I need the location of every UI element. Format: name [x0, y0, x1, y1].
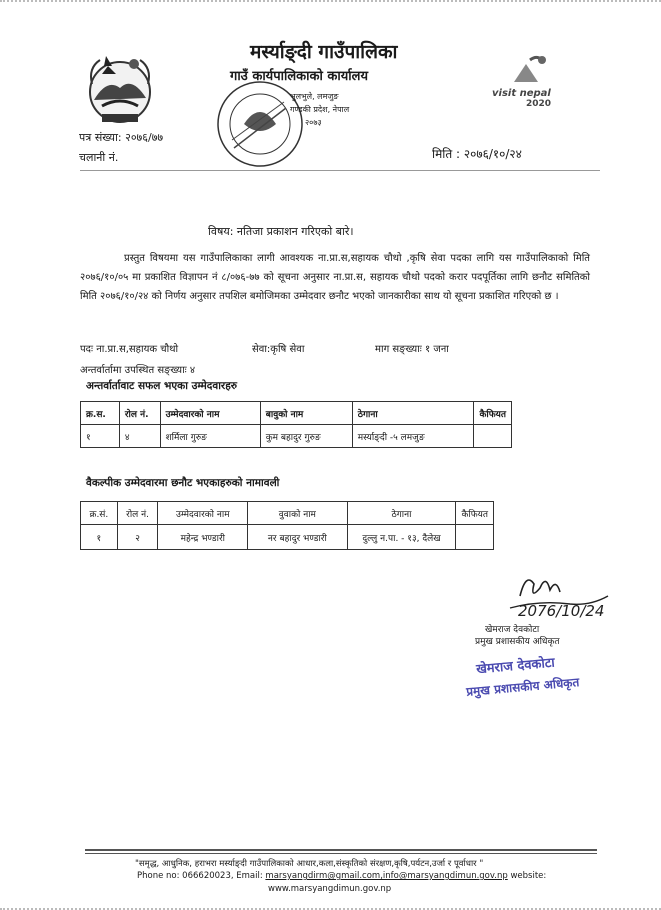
footer-contact: [137, 871, 546, 881]
footer-divider: [85, 849, 597, 851]
table-cell: मर्स्याङ्दी -५ लमजुङ: [352, 425, 474, 448]
section-successful-candidates-title: अन्तर्वार्तावाट सफल भएका उम्मेदवारहरु: [86, 380, 238, 392]
table-header-cell: कैफियत: [474, 402, 512, 425]
footer-website-label: website:: [507, 871, 547, 881]
table-header-cell: उम्मेदवारको नाम: [158, 502, 248, 525]
table-cell: कुम बहादुर गुरुङ: [260, 425, 352, 448]
svg-text:2076/10/24: 2076/10/24: [518, 602, 605, 620]
table-header-cell: क्र.सं.: [81, 502, 118, 525]
header-divider: [80, 170, 600, 171]
signatory-name: खेमराज देवकोटा: [485, 625, 540, 635]
table-header-cell: ठेगाना: [352, 402, 474, 425]
table-header-row: [81, 502, 494, 525]
handwritten-signature-icon: [500, 566, 612, 626]
service-label: सेवा:कृषि सेवा: [252, 344, 305, 355]
address-line-3: २०७३: [305, 118, 322, 127]
table-cell: [456, 525, 494, 550]
table-cell: दुल्लु न.पा. - १३, दैलेख: [347, 525, 456, 550]
table-header-cell: बावुको नाम: [260, 402, 352, 425]
table-header-cell: रोल नं.: [119, 402, 160, 425]
body-paragraph: प्रस्तुत विषयमा यस गाउँपालिकाका लागी आवश्यक ना.प्रा.स,सहायक चौथो ,कृषि सेवा पदका लागि यस गाउँपालिकाको मिति २०७६/१०/०५ मा प्रकाशित विज्ञापन नं ८/०७६-७७ को सूचना अनुसार ना.प्रा.स, सहायक चौथो पदको करार पदपूर्तिका लागि छनौट समितिको मिति २०७६/१०/२४ को निर्णय अनुसार तपशिल बमोजिमका उम्मेदवार छनौट भएको जानकारीका साथ यो सूचना प्रकाशित गरिएको छ ।: [80, 253, 590, 302]
table-cell: महेन्द्र भण्डारी: [158, 525, 248, 550]
table-row: [81, 425, 512, 448]
table-cell: शर्मिला गुरुङ: [160, 425, 260, 448]
alternate-candidates-table: [80, 501, 494, 550]
table-cell: १: [81, 525, 118, 550]
footer-divider-thin: [85, 853, 597, 854]
stamp-title: प्रमुख प्रशासकीय अधिकृत: [465, 675, 580, 699]
visit-nepal-logo-icon: [486, 52, 568, 108]
dispatch-number: चलानी नं.: [79, 151, 119, 164]
org-name: मर्स्याङ्दी गाउँपालिका: [250, 41, 398, 63]
table-header-cell: क्र.स.: [81, 402, 120, 425]
footer-slogan: "समृद्ध, आधुनिक, हराभरा मर्स्याङ्दी गाउँपालिकाको आधार,कला,संस्कृतिको संरक्षण,कृषि,पर्यटन,उर्जा र पूर्वाधार ": [135, 859, 484, 869]
footer-website-link[interactable]: www.marsyangdimun.gov.np: [268, 884, 392, 894]
reference-number: पत्र संख्या: २०७६/७७: [79, 131, 164, 144]
letter-date: मिति : २०७६/१०/२४: [432, 147, 522, 161]
visit-nepal-year: 2020: [526, 99, 552, 108]
table-header-cell: वुवाको नाम: [248, 502, 347, 525]
table-cell: १: [81, 425, 120, 448]
demand-count: माग सङ्ख्याः १ जना: [375, 344, 449, 355]
visit-nepal-text: visit nepal: [492, 88, 551, 99]
table-cell: ४: [119, 425, 160, 448]
footer-email-link[interactable]: marsyangdirm@gmail.com,info@marsyangdimun.gov.np: [265, 871, 508, 881]
table-header-row: [81, 402, 512, 425]
table-cell: [474, 425, 512, 448]
subject-line: विषय: नतिजा प्रकाशन गरिएको बारे।: [208, 225, 354, 238]
present-count: अन्तर्वार्तामा उपस्थित सङ्ख्याः ४: [80, 365, 196, 376]
table-header-cell: कैफियत: [456, 502, 494, 525]
table-row: [81, 525, 494, 550]
office-name: गाउँ कार्यपालिकाको कार्यालय: [230, 69, 368, 84]
table-cell: नर बहादुर भण्डारी: [248, 525, 347, 550]
successful-candidates-table: [80, 401, 512, 448]
table-cell: २: [117, 525, 158, 550]
stamp-name: खेमराज देवकोटा: [475, 655, 556, 678]
address-line-1: भुलभुले, लमजुङ: [290, 92, 339, 101]
address-line-2: गण्डकी प्रदेश, नेपाल: [290, 105, 350, 114]
post-label: पदः ना.प्रा.स,सहायक चौथो: [80, 344, 179, 355]
nepal-emblem-icon: [82, 48, 158, 126]
signatory-title: प्रमुख प्रशासकीय अधिकृत: [475, 637, 560, 647]
table-header-cell: उम्मेदवारको नाम: [160, 402, 260, 425]
table-header-cell: ठेगाना: [347, 502, 456, 525]
section-alternate-candidates-title: वैकल्पीक उम्मेदवारमा छनौट भएकाहरुको नामावली: [86, 477, 280, 489]
table-header-cell: रोल नं.: [117, 502, 158, 525]
footer-phone: Phone no: 066620023, Email:: [137, 871, 266, 881]
